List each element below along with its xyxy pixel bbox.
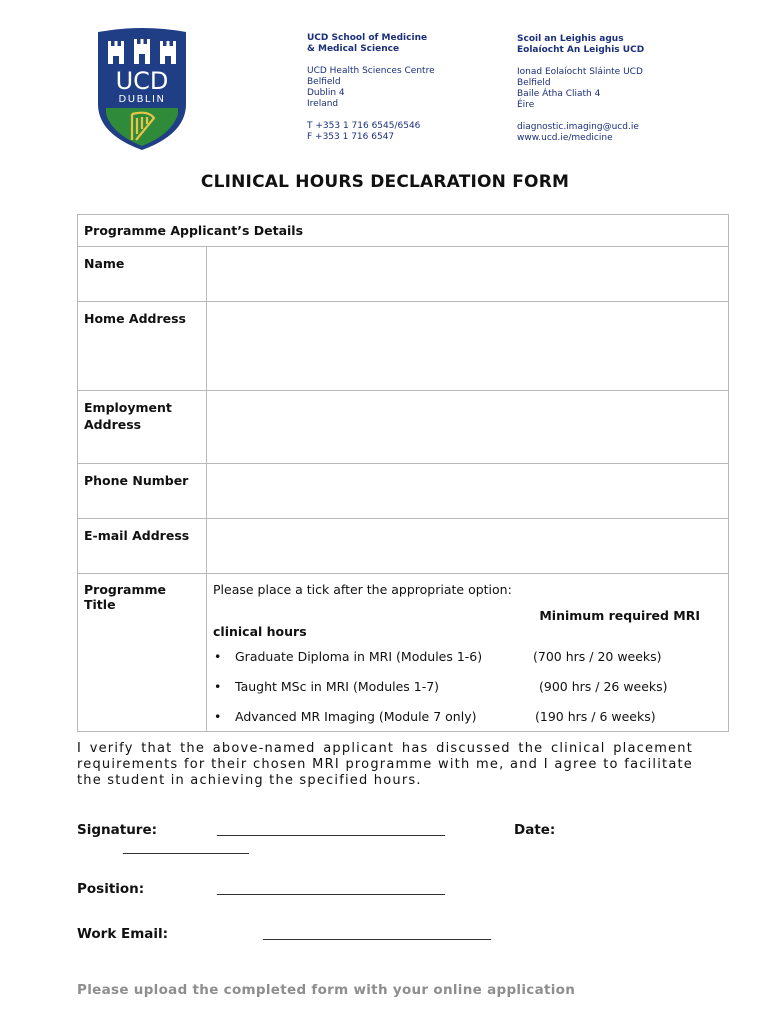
- programme-option-name: Taught MSc in MRI (Modules 1-7): [235, 679, 440, 694]
- address-ga-2: Belfield: [517, 78, 551, 88]
- programme-option-name: Advanced MR Imaging (Module 7 only): [235, 709, 477, 724]
- contact-email: diagnostic.imaging@ucd.ie: [517, 122, 639, 132]
- phone-number-field[interactable]: [207, 464, 729, 519]
- school-name-en-2: & Medical Science: [307, 44, 400, 54]
- address-ga-4: Éire: [517, 100, 535, 110]
- email-address-field[interactable]: [207, 519, 729, 574]
- logo-text-dublin: DUBLIN: [118, 94, 166, 105]
- section-header: Programme Applicant’s Details: [78, 215, 729, 247]
- position-line[interactable]: ______________________________________: [217, 881, 445, 895]
- address-ga-1: Ionad Eolaíocht Sláinte UCD: [517, 67, 643, 77]
- programme-option-hours: (900 hrs / 26 weeks): [539, 679, 668, 694]
- form-title: CLINICAL HOURS DECLARATION FORM: [200, 172, 570, 192]
- email-address-label: E-mail Address: [78, 519, 207, 574]
- min-required-header: Minimum required MRI: [539, 608, 700, 623]
- employment-address-label: [78, 391, 207, 464]
- work-email-label: Work Email:: [77, 926, 169, 942]
- bullet-icon: •: [214, 649, 222, 664]
- clinical-hours-header: clinical hours: [213, 624, 307, 639]
- address-en-1: UCD Health Sciences Centre: [307, 66, 435, 76]
- employment-address-label-2: Address: [84, 417, 142, 432]
- phone-number: T +353 1 716 6545/6546: [307, 121, 421, 131]
- school-name-en-1: UCD School of Medicine: [307, 33, 428, 43]
- applicant-details-table: [77, 214, 729, 732]
- employment-address-field[interactable]: [207, 391, 729, 464]
- home-address-label: Home Address: [78, 302, 207, 391]
- header-left-address: [307, 33, 435, 143]
- tick-instruction: Please place a tick after the appropriate option:: [213, 582, 512, 597]
- date-line[interactable]: _____________________: [123, 840, 249, 854]
- signature-label: Signature:: [77, 822, 158, 838]
- ucd-logo: [96, 26, 188, 152]
- bullet-icon: •: [214, 709, 222, 724]
- school-name-ga-2: Eolaíocht An Leighis UCD: [517, 45, 645, 55]
- signature-line[interactable]: ______________________________________: [217, 822, 445, 836]
- programme-option-hours: (190 hrs / 6 weeks): [535, 709, 656, 724]
- employment-address-label-1: Employment: [84, 400, 172, 415]
- address-en-3: Dublin 4: [307, 88, 345, 98]
- header-right-address: [517, 34, 644, 144]
- date-label: Date:: [514, 822, 556, 838]
- work-email-line[interactable]: ______________________________________: [263, 926, 491, 940]
- name-label: Name: [78, 247, 207, 302]
- address-ga-3: Baile Átha Cliath 4: [517, 89, 601, 99]
- address-en-4: Ireland: [307, 99, 339, 109]
- programme-option-name: Graduate Diploma in MRI (Modules 1-6): [235, 649, 483, 664]
- programme-option[interactable]: [213, 649, 722, 667]
- logo-text-ucd: UCD: [115, 67, 169, 95]
- position-label: Position:: [77, 881, 145, 897]
- phone-number-label: Phone Number: [78, 464, 207, 519]
- name-field[interactable]: [207, 247, 729, 302]
- programme-options-cell: [207, 574, 729, 732]
- home-address-field[interactable]: [207, 302, 729, 391]
- address-en-2: Belfield: [307, 77, 341, 87]
- school-name-ga-1: Scoil an Leighis agus: [517, 34, 624, 44]
- programme-title-label-1: Programme: [84, 582, 166, 597]
- programme-option[interactable]: [213, 709, 722, 727]
- bullet-icon: •: [214, 679, 222, 694]
- verification-statement: I verify that the above-named applicant has discussed the clinical placement requirements for their chosen MRI programme with me, and I agree to facilitate the student in achieving the specified hours.: [77, 741, 693, 788]
- programme-option[interactable]: [213, 679, 722, 697]
- programme-option-hours: (700 hrs / 20 weeks): [533, 649, 662, 664]
- fax-number: F +353 1 716 6547: [307, 132, 395, 142]
- upload-instruction: Please upload the completed form with your online application: [77, 982, 576, 998]
- programme-title-label-2: Title: [84, 597, 116, 612]
- contact-website: www.ucd.ie/medicine: [517, 133, 613, 143]
- programme-title-label: [78, 574, 207, 732]
